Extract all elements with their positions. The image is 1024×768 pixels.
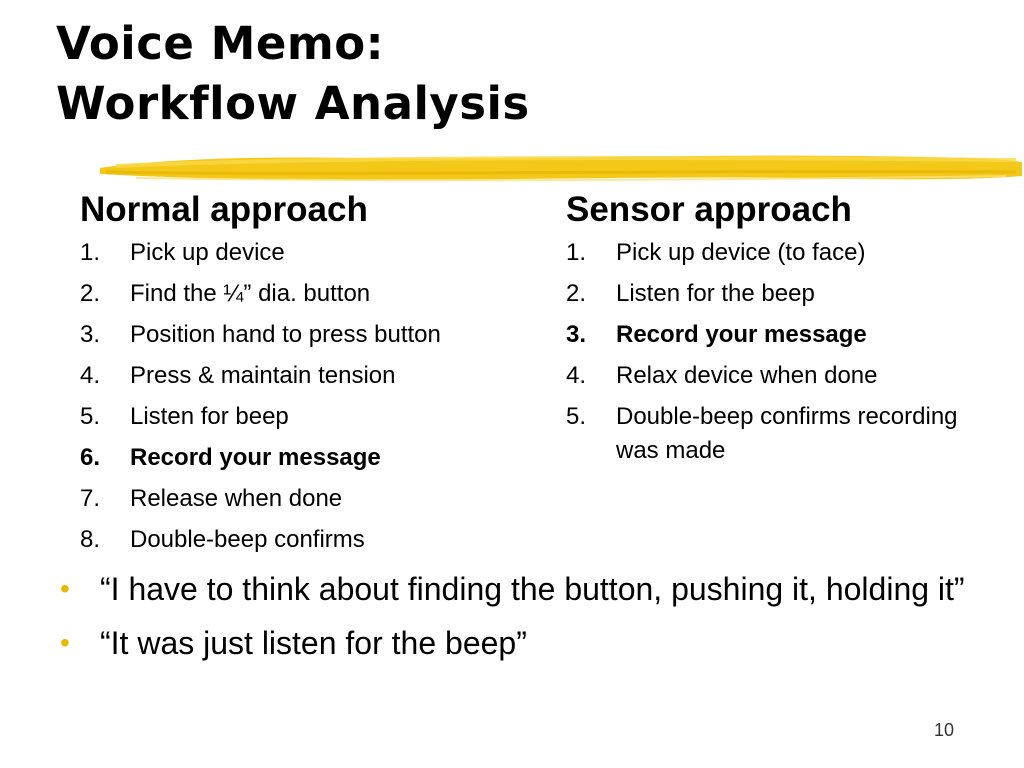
quote-text: “It was just listen for the beep”: [100, 625, 527, 661]
normal-approach-heading: Normal approach: [80, 190, 368, 229]
step-text: Record your message: [616, 321, 867, 348]
step-number: 5.: [566, 403, 587, 430]
step-number: 4.: [80, 362, 101, 389]
step-text: Relax device when done: [616, 362, 878, 389]
sensor-approach-steps: [566, 236, 1006, 468]
step-text: Double-beep confirms: [130, 526, 365, 553]
step-number: 3.: [80, 321, 101, 348]
normal-approach-column: [80, 186, 540, 564]
user-quotes-list: [58, 566, 998, 674]
step-text: Listen for beep: [130, 403, 289, 430]
quote-item: [58, 566, 998, 612]
title-line-1: Voice Memo:: [56, 17, 385, 70]
step-text: Double-beep confirms recording was made: [616, 403, 958, 464]
step-number: 8.: [80, 526, 101, 553]
normal-step-item: [80, 482, 540, 516]
sensor-step-item: [566, 318, 1006, 352]
normal-step-item: [80, 277, 540, 311]
normal-step-item: [80, 441, 540, 475]
step-number: 4.: [566, 362, 587, 389]
slide-title: [56, 14, 530, 134]
step-number: 2.: [80, 280, 101, 307]
step-number: 2.: [566, 280, 587, 307]
step-text: Pick up device (to face): [616, 239, 866, 266]
sensor-approach-heading: Sensor approach: [566, 190, 852, 229]
step-number: 5.: [80, 403, 101, 430]
step-text: Listen for the beep: [616, 280, 815, 307]
sensor-approach-column: [566, 186, 1006, 475]
normal-step-item: [80, 523, 540, 557]
quote-item: [58, 620, 998, 666]
normal-approach-steps: [80, 236, 540, 557]
step-text: Record your message: [130, 444, 381, 471]
step-text: Find the ¼” dia. button: [130, 280, 371, 307]
bullet-icon: •: [60, 627, 70, 658]
step-number: 1.: [80, 239, 101, 266]
step-number: 6.: [80, 444, 101, 471]
bullet-icon: •: [60, 573, 70, 604]
sensor-step-item: [566, 400, 1006, 468]
step-text: Position hand to press button: [130, 321, 441, 348]
title-line-2: Workflow Analysis: [56, 77, 530, 130]
normal-step-item: [80, 236, 540, 270]
step-number: 3.: [566, 321, 587, 348]
normal-step-item: [80, 318, 540, 352]
highlighter-stroke-decoration: [96, 146, 1024, 190]
page-number: 10: [934, 720, 955, 740]
normal-step-item: [80, 400, 540, 434]
step-text: Pick up device: [130, 239, 285, 266]
normal-step-item: [80, 359, 540, 393]
step-text: Press & maintain tension: [130, 362, 396, 389]
step-number: 1.: [566, 239, 587, 266]
sensor-step-item: [566, 277, 1006, 311]
step-number: 7.: [80, 485, 101, 512]
quote-text: “I have to think about finding the button, pushing it, holding it”: [100, 571, 965, 607]
step-text: Release when done: [130, 485, 343, 512]
sensor-step-item: [566, 359, 1006, 393]
sensor-step-item: [566, 236, 1006, 270]
